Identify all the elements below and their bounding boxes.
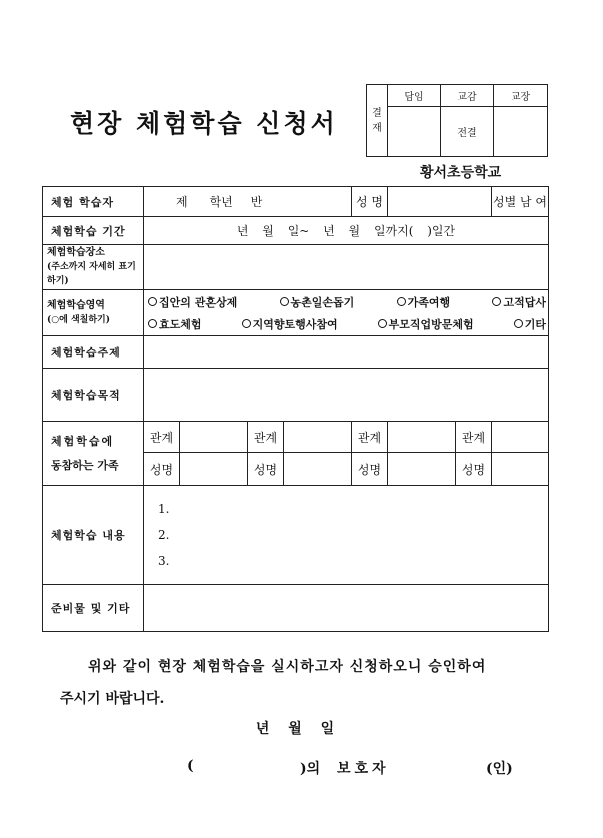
- area-option-label: 효도체험: [159, 317, 202, 331]
- approval-side-char: 재: [372, 122, 382, 134]
- statement-line2: 주시기 바랍니다.: [60, 691, 165, 707]
- period-label: 체험학습 기간: [43, 217, 144, 245]
- content-item-1: 1.: [158, 502, 170, 516]
- family-name-label: 성명: [352, 453, 388, 486]
- family-label-line2: 동참하는 가족: [51, 458, 119, 472]
- radio-circle-icon[interactable]: [492, 297, 501, 306]
- student-grade-class-field[interactable]: [144, 187, 352, 217]
- topic-label: 체험학습주제: [43, 336, 144, 369]
- guardian-name-field[interactable]: [197, 758, 297, 776]
- name-label: 성 명: [352, 187, 388, 217]
- content-field[interactable]: [144, 486, 549, 585]
- family-name-label: 성명: [456, 453, 492, 486]
- content-label: 체험학습 내용: [43, 486, 144, 585]
- family-name-label: 성명: [144, 453, 180, 486]
- radio-circle-icon[interactable]: [378, 319, 387, 328]
- student-name-field[interactable]: [388, 187, 492, 217]
- area-option-ceremony[interactable]: [148, 294, 237, 310]
- gender-label: 성별: [492, 195, 517, 209]
- area-option-label: 가족여행: [407, 295, 451, 309]
- class-unit: 반: [250, 195, 263, 209]
- area-option-parent-job[interactable]: [378, 316, 474, 332]
- application-form: [42, 186, 549, 632]
- place-label: [43, 245, 144, 290]
- guardian-line: [42, 758, 548, 778]
- approval-box: [366, 84, 548, 157]
- supplies-label: 준비물 및 기타: [43, 585, 144, 632]
- family-name-field[interactable]: [492, 453, 549, 486]
- relation-field[interactable]: [388, 422, 456, 453]
- content-item-2: 2.: [158, 528, 170, 542]
- statement-line1: 위와 같이 현장 체험학습을 실시하고자 신청하오니 승인하여: [88, 659, 487, 675]
- family-label-line1: 체험학습에: [51, 434, 115, 448]
- guardian-open-paren: (: [187, 758, 194, 774]
- period-field[interactable]: 년 월 일~ 년 월 일까지( )일간: [144, 217, 549, 245]
- area-options: [144, 290, 549, 336]
- guardian-label: 보호자: [337, 761, 390, 777]
- grade-prefix: 제: [176, 195, 188, 209]
- radio-circle-icon[interactable]: [242, 319, 251, 328]
- radio-circle-icon[interactable]: [148, 319, 157, 328]
- family-name-field[interactable]: [388, 453, 456, 486]
- relation-label: 관계: [248, 422, 284, 453]
- purpose-label: 체험학습목적: [43, 369, 144, 422]
- supplies-row: [43, 585, 549, 632]
- gender-field[interactable]: [492, 187, 549, 217]
- area-option-family-trip[interactable]: [397, 294, 451, 310]
- statement-date: 년 월 일: [255, 721, 335, 737]
- family-name-field[interactable]: [284, 453, 352, 486]
- approval-side-label: [367, 85, 388, 157]
- area-label: [43, 290, 144, 336]
- guardian-close-paren: )의: [300, 761, 321, 777]
- relation-label: 관계: [456, 422, 492, 453]
- topic-field[interactable]: [144, 336, 549, 369]
- area-row: [43, 290, 549, 336]
- relation-field[interactable]: [284, 422, 352, 453]
- area-option-other[interactable]: [514, 316, 546, 332]
- approval-header-teacher: 담임: [388, 85, 441, 107]
- family-relation-row: [43, 422, 549, 453]
- gender-options: 남 여: [520, 195, 547, 209]
- page-title: 현장 체험학습 신청서: [70, 109, 338, 138]
- area-option-label: 기타: [524, 317, 546, 331]
- area-option-filial[interactable]: [148, 316, 202, 332]
- approval-header-principal: 교장: [494, 85, 548, 107]
- guardian-seal[interactable]: (인): [486, 761, 513, 777]
- period-row: [43, 217, 549, 245]
- purpose-field[interactable]: [144, 369, 549, 422]
- relation-label: 관계: [144, 422, 180, 453]
- area-option-farm[interactable]: [280, 294, 355, 310]
- content-item-3: 3.: [158, 554, 170, 568]
- purpose-row: [43, 369, 549, 422]
- radio-circle-icon[interactable]: [397, 297, 406, 306]
- place-row: [43, 245, 549, 290]
- area-option-heritage[interactable]: [492, 294, 546, 310]
- relation-field[interactable]: [180, 422, 248, 453]
- family-name-label: 성명: [248, 453, 284, 486]
- area-label-line1: 체험학습영역: [47, 299, 105, 311]
- area-label-line2: (○에 색칠하기): [47, 314, 110, 325]
- area-option-label: 집안의 관혼상제: [159, 295, 238, 309]
- radio-circle-icon[interactable]: [280, 297, 289, 306]
- topic-row: [43, 336, 549, 369]
- approval-sign-teacher[interactable]: [388, 107, 441, 157]
- student-row: [43, 187, 549, 217]
- area-option-label: 고적답사: [503, 295, 546, 309]
- grade-unit: 학년: [209, 195, 233, 209]
- radio-circle-icon[interactable]: [148, 297, 157, 306]
- area-option-label: 지역향토행사참여: [252, 317, 338, 331]
- supplies-field[interactable]: [144, 585, 549, 632]
- place-label-line2: (주소까지 자세히 표기하기): [47, 262, 136, 286]
- place-label-line1: 체험학습장소: [47, 247, 105, 258]
- approval-sign-principal[interactable]: [494, 107, 548, 157]
- family-name-field[interactable]: [180, 453, 248, 486]
- radio-circle-icon[interactable]: [514, 319, 523, 328]
- relation-label: 관계: [352, 422, 388, 453]
- area-option-label: 농촌일손돕기: [290, 295, 355, 309]
- area-option-local-event[interactable]: [242, 316, 338, 332]
- family-label: [43, 422, 144, 486]
- relation-field[interactable]: [492, 422, 549, 453]
- content-row: [43, 486, 549, 585]
- student-label: 체험 학습자: [43, 187, 144, 217]
- school-name: 황서초등학교: [420, 165, 502, 181]
- place-field[interactable]: [144, 245, 549, 290]
- area-option-label: 부모직업방문체험: [388, 317, 474, 331]
- approval-note: 전결: [441, 107, 494, 157]
- approval-side-char: 결: [372, 107, 382, 119]
- approval-header-vice: 교감: [441, 85, 494, 107]
